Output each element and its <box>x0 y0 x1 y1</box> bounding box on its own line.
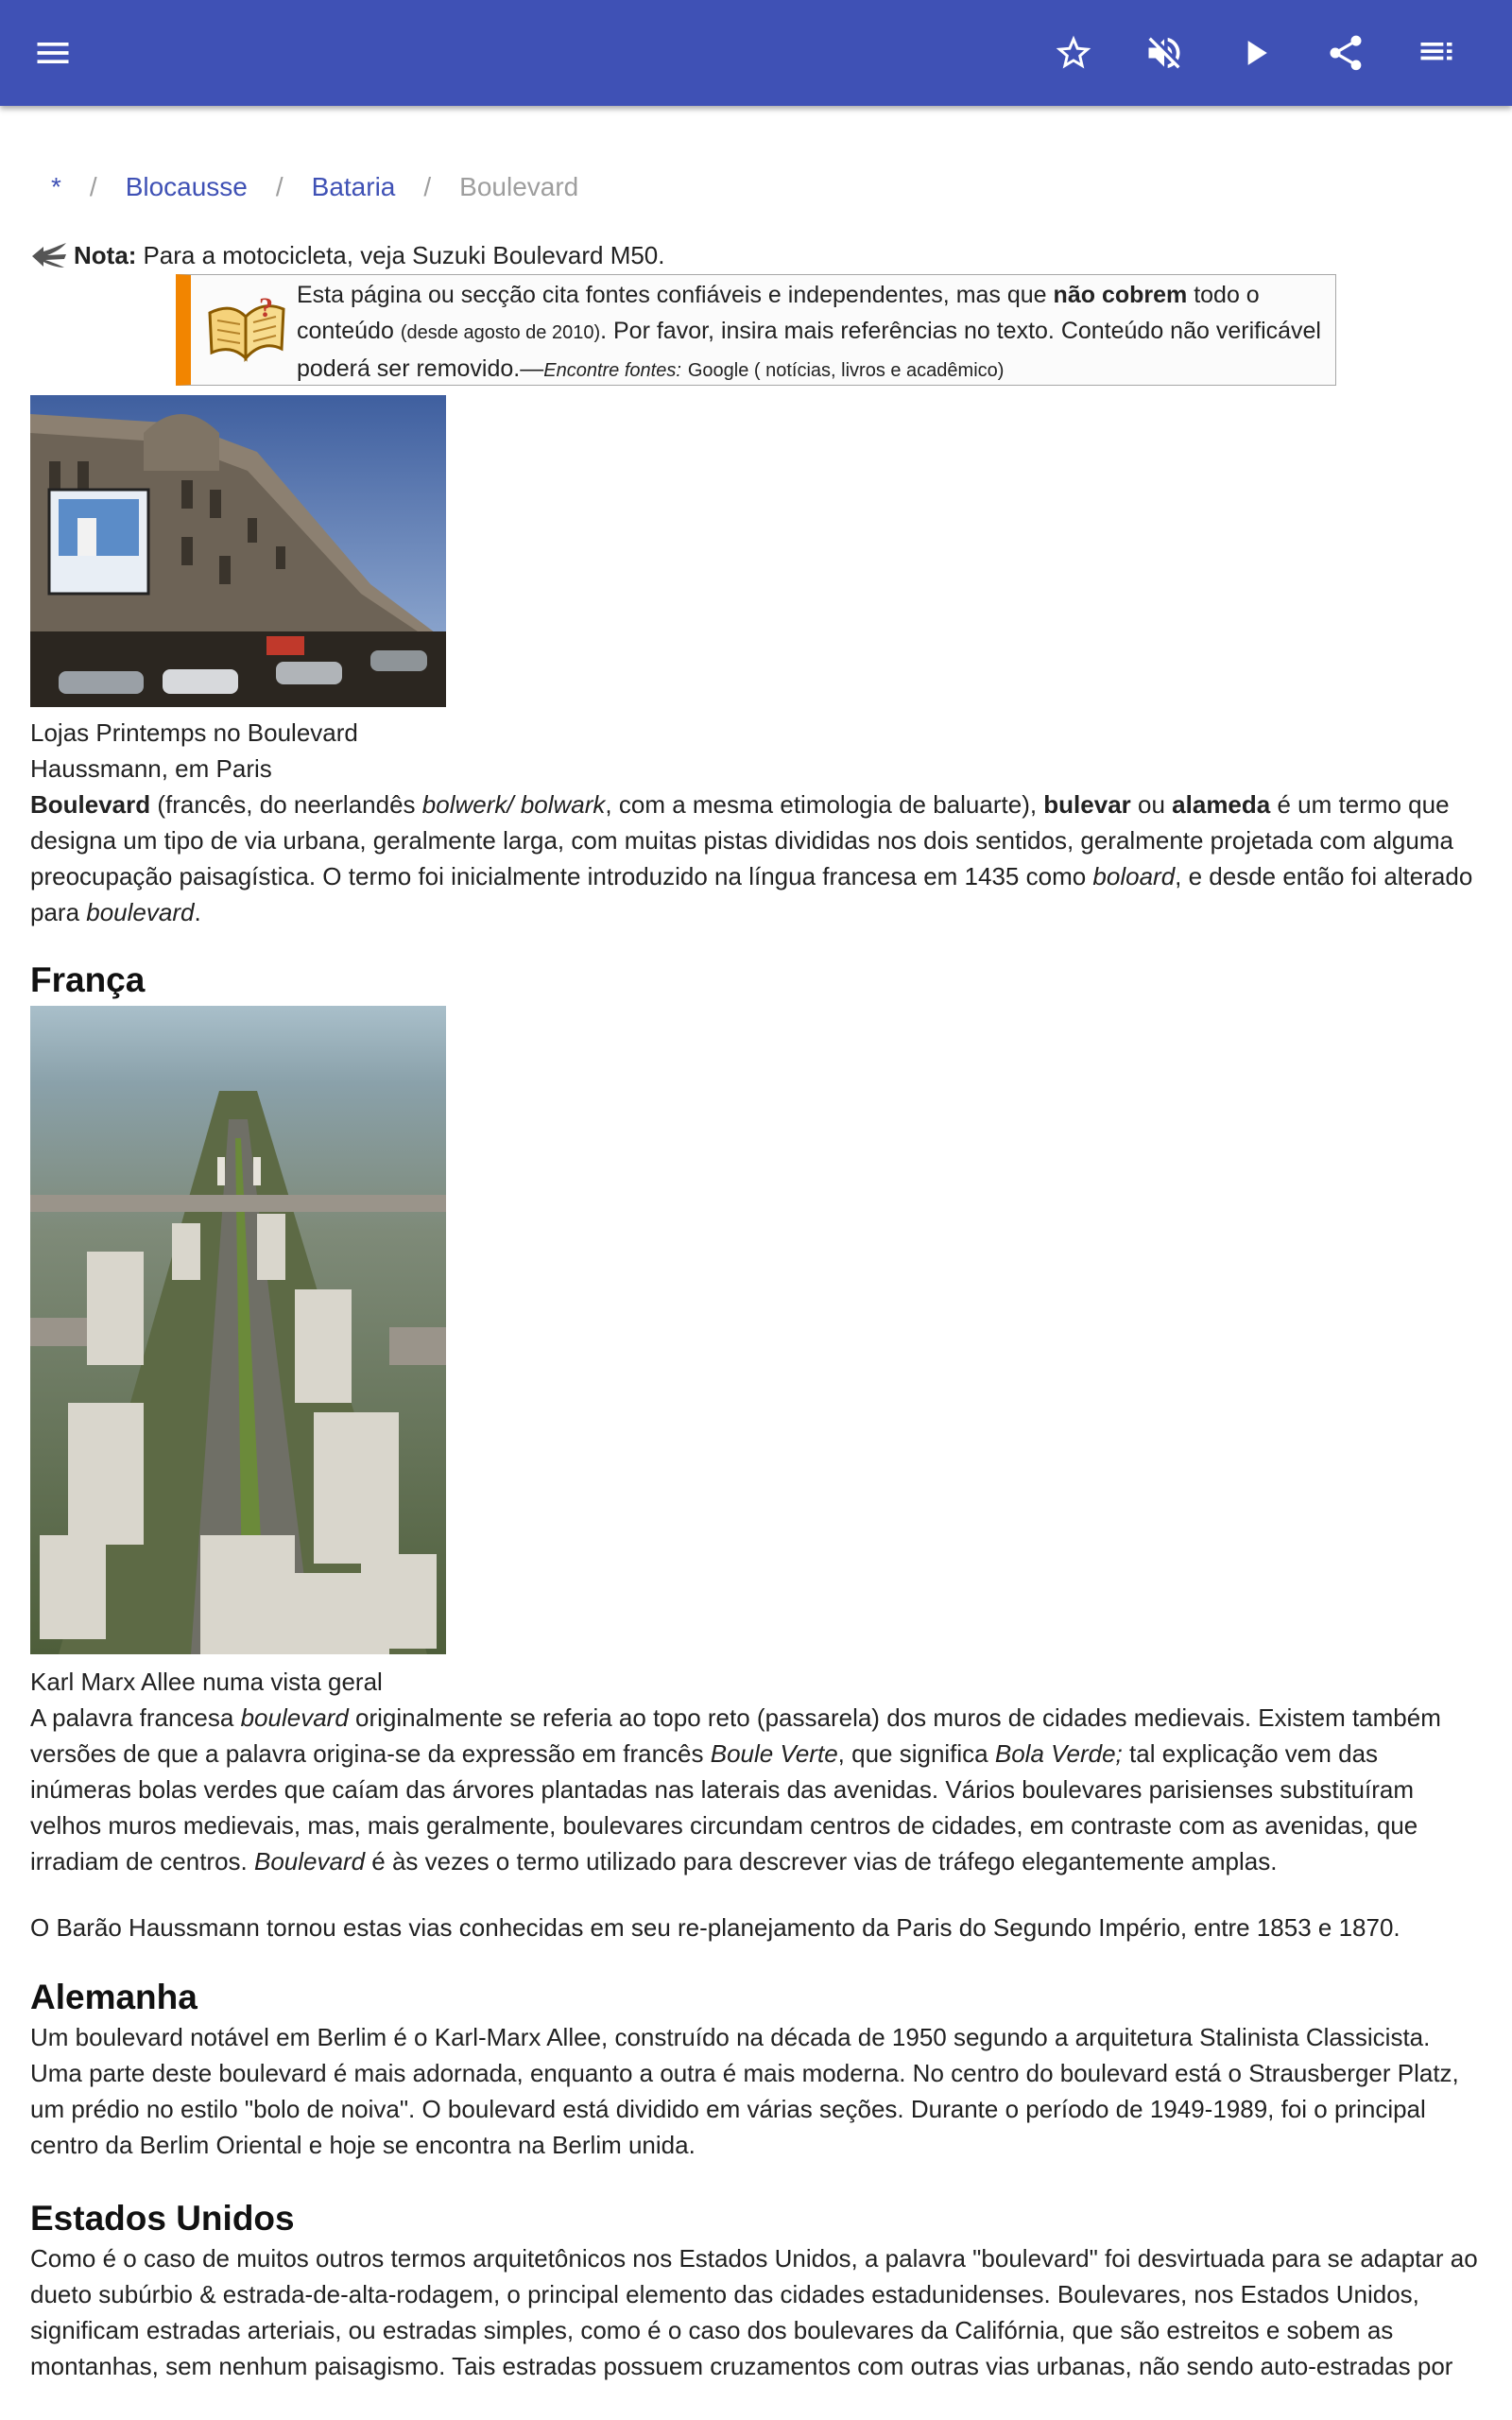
play-icon[interactable] <box>1225 23 1285 83</box>
notice-text <box>297 277 1326 389</box>
term-bolwerk: bolwerk/ bolwark <box>421 790 606 819</box>
text: (francês, do neerlandês <box>150 790 422 819</box>
term: Boule Verte <box>710 1739 838 1768</box>
estados-unidos-paragraph: Como é o caso de muitos outros termos arquitetônicos nos Estados Unidos, a palavra "boulevard" foi desvirtuada para se adaptar ao dueto subúrbio & estrada-de-alta-rodagem, o principal elemento das cidades estadunidenses. Boulevares, nos Estados Unidos, significam estradas arteriais, ou estradas simples, como é o caso dos boulevares da Califórnia, que são estreitos e sobem as montanhas, sem nenhum paisagismo. Tais estradas possuem cruzamentos com outras vias urbanas, não sendo auto-estradas por <box>30 2244 1478 2380</box>
hatnote-text[interactable]: Para a motocicleta, veja Suzuki Boulevard M50. <box>143 241 665 269</box>
notice-text-part: Esta página ou secção cita fontes confiáveis e independentes, mas que <box>297 282 1047 308</box>
karl-marx-allee-caption: Karl Marx Allee numa vista geral <box>30 1668 383 1696</box>
franca-paragraph-2: O Barão Haussmann tornou estas vias conhecidas em seu re-planejamento da Paris do Segundo Império, entre 1853 e 1870. <box>30 1913 1400 1942</box>
text: é um termo que designa um tipo de via urbana, geralmente larga, com muitas pistas divididas nos dois sentidos, geralmente projetada com alguma preocupação paisagística. O termo foi inicialmente introduzido na língua francesa em 1435 como <box>30 790 1453 890</box>
section-heading-franca: França <box>30 960 146 999</box>
text: . <box>194 898 201 926</box>
term-boulevard-italic: boulevard <box>86 898 195 926</box>
intro-paragraph <box>30 786 1486 930</box>
notice-fontes-links[interactable]: Google ( notícias, livros e acadêmico) <box>687 360 1005 381</box>
term-bulevar: bulevar <box>1043 790 1131 819</box>
breadcrumb-separator: / <box>275 172 284 201</box>
text: é às vezes o termo utilizado para descrever vias de tráfego elegantemente amplas. <box>365 1847 1278 1876</box>
term: boulevard <box>240 1703 349 1732</box>
caption-line: Haussmann, em Paris <box>30 754 272 783</box>
notice-text-part: todo o conteúdo <box>297 282 1260 344</box>
menu-icon[interactable] <box>23 23 83 83</box>
alemanha-paragraph: Um boulevard notável em Berlim é o Karl-Marx Allee, construído na década de 1950 segundo a arquitetura Stalinista Classicista. Uma parte deste boulevard é mais adornada, enquanto a outra é mais moderna. No centro do boulevard está o Strausberger Platz, um prédio no estilo "bolo de noiva". O boulevard está dividido em várias seções. Durante o período de 1949-1989, foi o principal centro da Berlim Oriental e hoje se encontra na Berlim unida. <box>30 2023 1459 2159</box>
breadcrumb-item-bataria[interactable]: Bataria <box>311 172 396 201</box>
section-heading-estados-unidos: Estados Unidos <box>30 2199 295 2238</box>
hatnote-label: Nota: <box>74 241 137 269</box>
share-icon[interactable] <box>1315 23 1376 83</box>
breadcrumb <box>51 168 578 206</box>
references-notice-box <box>176 274 1336 386</box>
text: , que significa <box>837 1739 995 1768</box>
caption-line: Lojas Printemps no Boulevard <box>30 718 358 747</box>
term: Boulevard <box>253 1847 366 1876</box>
printemps-caption <box>30 715 1486 786</box>
term-boulevard: Boulevard <box>30 790 151 819</box>
text: tal explicação vem das inúmeras bolas verdes que caíam das árvores plantadas nas laterais das avenidas. Vários boulevares parisienses substituíram velhos muros medievais, mas, mais geralmente, boulevares circundam centros de cidades, em contraste com as avenidas, que irradiam de centros. <box>30 1739 1418 1876</box>
list-icon[interactable] <box>1406 23 1467 83</box>
notice-fontes-label: Encontre fontes: <box>543 360 681 381</box>
breadcrumb-current: Boulevard <box>459 172 579 201</box>
svg-text:?: ? <box>259 292 273 323</box>
hatnote <box>30 236 1486 274</box>
text: originalmente se referia ao topo reto (passarela) dos muros de cidades medievais. Existem também versões de que a palavra origina-se da expressão em francês <box>30 1703 1441 1768</box>
text: ou <box>1130 790 1173 819</box>
term-alameda: alameda <box>1172 790 1271 819</box>
breadcrumb-item-root[interactable]: * <box>51 172 61 201</box>
book-question-icon <box>204 288 289 364</box>
notice-date: (desde agosto de 2010) <box>400 322 601 343</box>
notice-bold: não cobrem <box>1053 282 1188 308</box>
breadcrumb-separator: / <box>89 172 97 201</box>
section-heading-alemanha: Alemanha <box>30 1978 198 2016</box>
article-content <box>30 236 1486 2384</box>
breadcrumb-separator: / <box>423 172 432 201</box>
volume-off-icon[interactable] <box>1134 23 1194 83</box>
term-boloard: boloard <box>1092 862 1176 890</box>
text: A palavra francesa <box>30 1703 241 1732</box>
app-bar <box>0 0 1512 106</box>
disambiguation-arrow-icon <box>30 241 68 269</box>
star-icon[interactable] <box>1043 23 1104 83</box>
franca-paragraph-1 <box>30 1700 1486 1879</box>
text: , e desde então foi alterado para <box>30 862 1473 926</box>
text: , com a mesma etimologia de baluarte), <box>605 790 1044 819</box>
breadcrumb-item-blocausse[interactable]: Blocausse <box>125 172 248 201</box>
notice-text-part: . Por favor, insira mais referências no texto. Conteúdo não verificável poderá ser removido.— <box>297 318 1321 382</box>
term: Bola Verde; <box>994 1739 1123 1768</box>
karl-marx-allee-photo[interactable] <box>30 1006 446 1654</box>
printemps-photo[interactable] <box>30 395 446 707</box>
